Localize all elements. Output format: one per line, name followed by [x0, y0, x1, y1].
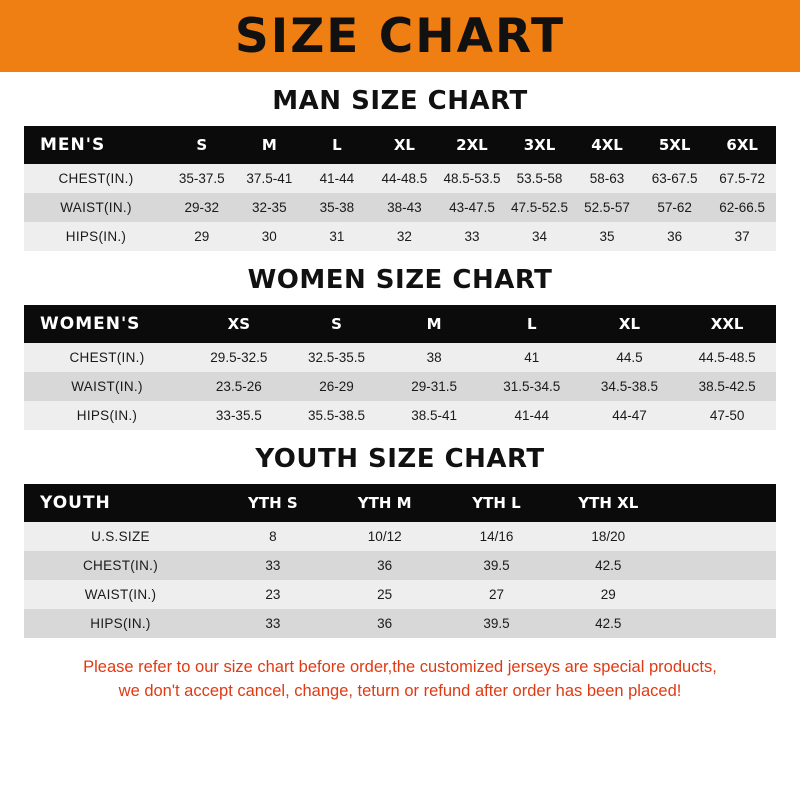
cell: 10/12	[329, 522, 441, 551]
cell: 34.5-38.5	[581, 372, 679, 401]
cell: 29-32	[168, 193, 236, 222]
footer-line-2: we don't accept cancel, change, teturn or refund after order has been placed!	[118, 681, 682, 700]
cell: 32.5-35.5	[288, 343, 386, 372]
cell: 23.5-26	[190, 372, 288, 401]
cell: 47-50	[678, 401, 776, 430]
table-row	[24, 580, 776, 609]
section-women	[18, 265, 782, 430]
cell: 58-63	[573, 164, 641, 193]
col-header-yth-m: YTH M	[329, 484, 441, 522]
women-size-table	[24, 305, 776, 430]
col-header-spacer	[664, 484, 776, 522]
col-header-s: S	[288, 305, 386, 343]
row-label-us-size: U.S.SIZE	[24, 522, 217, 551]
col-header-xs: XS	[190, 305, 288, 343]
cell: 44-47	[581, 401, 679, 430]
col-header-xl: XL	[371, 126, 439, 164]
cell: 32	[371, 222, 439, 251]
cell: 32-35	[236, 193, 304, 222]
col-header-m: M	[385, 305, 483, 343]
cell: 53.5-58	[506, 164, 574, 193]
col-header-m: M	[236, 126, 304, 164]
chart-content	[0, 86, 800, 704]
youth-size-table	[24, 484, 776, 638]
row-label-waist: WAIST(IN.)	[24, 372, 190, 401]
col-header-xxl: XXL	[678, 305, 776, 343]
table-header-row	[24, 126, 776, 164]
footer-disclaimer	[18, 656, 782, 704]
section-title-men: MAN SIZE CHART	[272, 86, 528, 116]
page-title: SIZE CHART	[234, 8, 566, 64]
cell: 42.5	[552, 609, 664, 638]
col-header-l: L	[483, 305, 581, 343]
cell: 33	[217, 551, 329, 580]
cell: 43-47.5	[438, 193, 506, 222]
section-title-women: WOMEN SIZE CHART	[247, 265, 553, 295]
table-row	[24, 551, 776, 580]
cell: 25	[329, 580, 441, 609]
cell: 33-35.5	[190, 401, 288, 430]
cell: 33	[217, 609, 329, 638]
cell: 35-37.5	[168, 164, 236, 193]
cell: 31	[303, 222, 371, 251]
col-header-yth-s: YTH S	[217, 484, 329, 522]
table-header-row	[24, 484, 776, 522]
col-header-6xl: 6XL	[708, 126, 776, 164]
table-row	[24, 522, 776, 551]
header-banner	[0, 0, 800, 72]
cell: 57-62	[641, 193, 709, 222]
row-label-waist: WAIST(IN.)	[24, 580, 217, 609]
cell-spacer	[664, 580, 776, 609]
cell: 39.5	[441, 609, 553, 638]
table-row	[24, 343, 776, 372]
table-row	[24, 164, 776, 193]
cell: 8	[217, 522, 329, 551]
cell: 35	[573, 222, 641, 251]
cell: 41-44	[483, 401, 581, 430]
cell: 38.5-42.5	[678, 372, 776, 401]
col-header-l: L	[303, 126, 371, 164]
table-row	[24, 193, 776, 222]
cell: 36	[641, 222, 709, 251]
men-size-table	[24, 126, 776, 251]
cell: 35.5-38.5	[288, 401, 386, 430]
cell: 44.5	[581, 343, 679, 372]
cell-spacer	[664, 551, 776, 580]
col-header-youth: YOUTH	[24, 484, 217, 522]
cell-spacer	[664, 522, 776, 551]
col-header-5xl: 5XL	[641, 126, 709, 164]
cell: 29.5-32.5	[190, 343, 288, 372]
col-header-3xl: 3XL	[506, 126, 574, 164]
cell: 35-38	[303, 193, 371, 222]
col-header-s: S	[168, 126, 236, 164]
cell: 47.5-52.5	[506, 193, 574, 222]
cell: 14/16	[441, 522, 553, 551]
table-header-row	[24, 305, 776, 343]
row-label-hips: HIPS(IN.)	[24, 401, 190, 430]
row-label-waist: WAIST(IN.)	[24, 193, 168, 222]
section-men	[18, 86, 782, 251]
row-label-chest: CHEST(IN.)	[24, 343, 190, 372]
cell: 44.5-48.5	[678, 343, 776, 372]
cell: 41-44	[303, 164, 371, 193]
col-header-womens: WOMEN'S	[24, 305, 190, 343]
cell: 36	[329, 609, 441, 638]
section-youth	[18, 444, 782, 638]
cell: 31.5-34.5	[483, 372, 581, 401]
col-header-mens: MEN'S	[24, 126, 168, 164]
cell-spacer	[664, 609, 776, 638]
section-title-youth: YOUTH SIZE CHART	[255, 444, 545, 474]
cell: 44-48.5	[371, 164, 439, 193]
cell: 26-29	[288, 372, 386, 401]
table-row	[24, 609, 776, 638]
cell: 38	[385, 343, 483, 372]
cell: 27	[441, 580, 553, 609]
cell: 33	[438, 222, 506, 251]
cell: 41	[483, 343, 581, 372]
cell: 52.5-57	[573, 193, 641, 222]
cell: 48.5-53.5	[438, 164, 506, 193]
table-row	[24, 401, 776, 430]
cell: 67.5-72	[708, 164, 776, 193]
cell: 29	[552, 580, 664, 609]
cell: 18/20	[552, 522, 664, 551]
row-label-hips: HIPS(IN.)	[24, 609, 217, 638]
col-header-yth-l: YTH L	[441, 484, 553, 522]
cell: 34	[506, 222, 574, 251]
row-label-hips: HIPS(IN.)	[24, 222, 168, 251]
table-row	[24, 372, 776, 401]
footer-line-1: Please refer to our size chart before order,the customized jerseys are special products,	[83, 658, 717, 676]
cell: 37.5-41	[236, 164, 304, 193]
col-header-xl: XL	[581, 305, 679, 343]
cell: 29-31.5	[385, 372, 483, 401]
col-header-2xl: 2XL	[438, 126, 506, 164]
table-row	[24, 222, 776, 251]
row-label-chest: CHEST(IN.)	[24, 164, 168, 193]
col-header-yth-xl: YTH XL	[552, 484, 664, 522]
cell: 42.5	[552, 551, 664, 580]
cell: 38.5-41	[385, 401, 483, 430]
cell: 62-66.5	[708, 193, 776, 222]
cell: 29	[168, 222, 236, 251]
cell: 30	[236, 222, 304, 251]
col-header-4xl: 4XL	[573, 126, 641, 164]
cell: 38-43	[371, 193, 439, 222]
cell: 37	[708, 222, 776, 251]
cell: 23	[217, 580, 329, 609]
row-label-chest: CHEST(IN.)	[24, 551, 217, 580]
cell: 39.5	[441, 551, 553, 580]
cell: 36	[329, 551, 441, 580]
cell: 63-67.5	[641, 164, 709, 193]
